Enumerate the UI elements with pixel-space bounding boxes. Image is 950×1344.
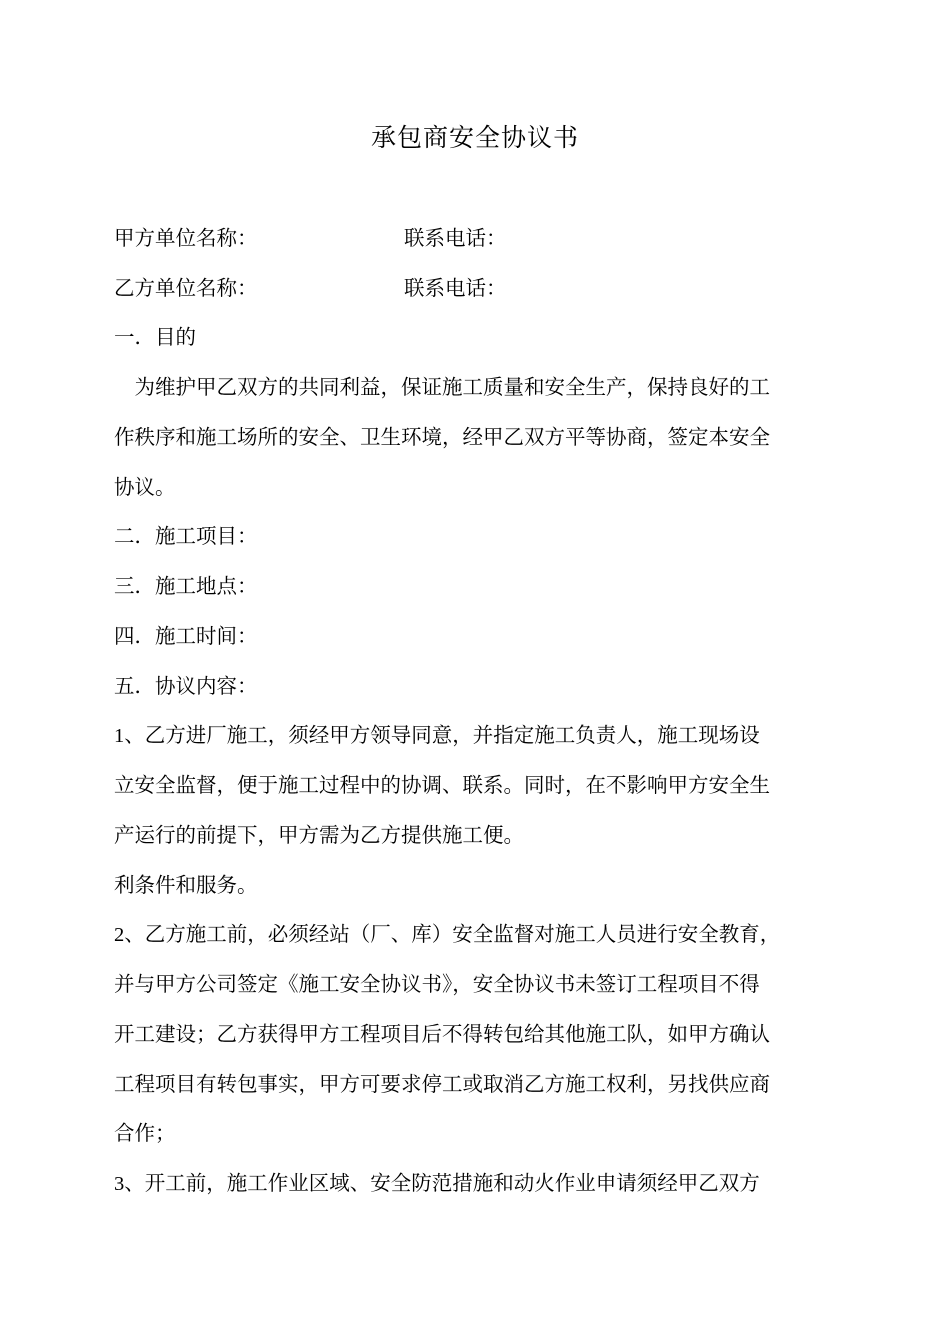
clause-1-line <box>114 720 760 751</box>
clause-3-line <box>114 1168 760 1199</box>
clause-3-number: 3 <box>114 1173 125 1195</box>
clause-1-number: 1 <box>114 725 125 747</box>
clause-1-line: 产运行的前提下，甲方需为乙方提供施工便。 <box>114 823 524 847</box>
section-1-text-line: 为维护甲乙双方的共同利益，保证施工质量和安全生产，保持良好的工 <box>114 375 770 399</box>
clause-2-line: 工程项目有转包事实，甲方可要求停工或取消乙方施工权利，另找供应商 <box>114 1072 770 1096</box>
clause-1-line: 立安全监督，便于施工过程中的协调、联系。同时，在不影响甲方安全生 <box>114 773 770 797</box>
party-a-name-label: 甲方单位名称： <box>114 226 258 250</box>
document-title: 承包商安全协议书 <box>370 123 579 152</box>
clause-1-line: 利条件和服务。 <box>114 873 258 897</box>
section-3-heading: 三．施工地点： <box>114 574 258 598</box>
party-a-phone-label: 联系电话： <box>404 226 507 250</box>
clause-2-line <box>114 919 780 950</box>
section-1-heading: 一．目的 <box>114 325 196 349</box>
clause-2-line: 并与甲方公司签定《施工安全协议书》，安全协议书未签订工程项目不得 <box>114 972 760 996</box>
section-2-heading: 二．施工项目： <box>114 524 258 548</box>
section-1-text-line: 作秩序和施工场所的安全、卫生环境，经甲乙双方平等协商，签定本安全 <box>114 425 770 449</box>
section-1-text-line: 协议。 <box>114 475 176 499</box>
clause-3-text: 、开工前，施工作业区域、安全防范措施和动火作业申请须经甲乙双方 <box>124 1171 760 1195</box>
party-b-name-label: 乙方单位名称： <box>114 276 258 300</box>
section-5-heading: 五．协议内容： <box>114 674 258 698</box>
section-4-heading: 四．施工时间： <box>114 624 258 648</box>
clause-1-text: 、乙方进厂施工，须经甲方领导同意，并指定施工负责人，施工现场设 <box>124 723 760 747</box>
party-b-phone-label: 联系电话： <box>404 276 507 300</box>
clause-2-number: 2 <box>114 924 125 946</box>
clause-2-line: 开工建设；乙方获得甲方工程项目后不得转包给其他施工队，如甲方确认 <box>114 1022 770 1046</box>
clause-2-text: 、乙方施工前，必须经站（厂、库）安全监督对施工人员进行安全教育， <box>124 922 781 946</box>
clause-2-line: 合作； <box>114 1121 176 1145</box>
